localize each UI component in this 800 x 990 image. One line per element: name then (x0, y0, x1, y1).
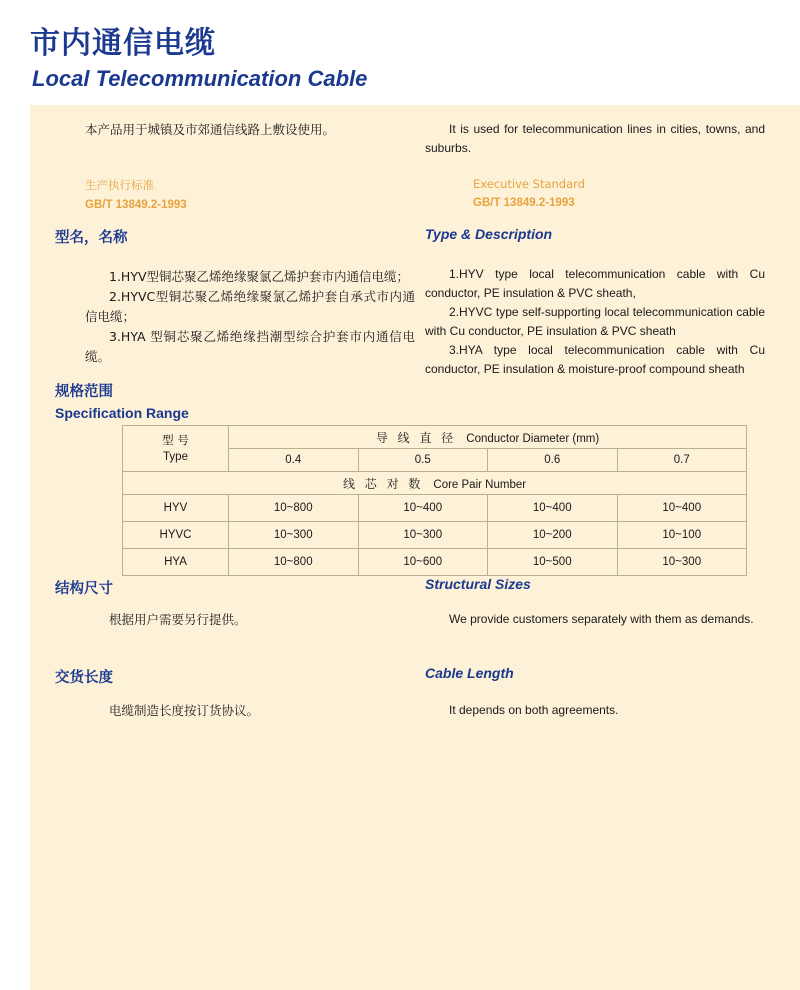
table-cell-r2c4: 10~100 (617, 522, 747, 549)
table-cell-r1c2: 10~400 (358, 495, 488, 522)
table-type-header-en: Type (163, 450, 188, 463)
table-cell-r1c1: 10~800 (229, 495, 359, 522)
table-cell-r3c2: 10~600 (358, 549, 488, 576)
table-type-header-cn: 型 号 (162, 432, 189, 447)
structural-section-heading-en: Structural Sizes (425, 576, 531, 592)
executive-standard-label-cn: 生产执行标准 (85, 178, 154, 192)
structural-section-heading-cn: 结构尺寸 (55, 581, 113, 597)
table-cell-r2c3: 10~200 (488, 522, 618, 549)
length-section-heading-en: Cable Length (425, 665, 514, 681)
structural-text-cn: 根据用户需要另行提供。 (109, 612, 247, 627)
table-cell-r2c2: 10~300 (358, 522, 488, 549)
table-cell-r1c4: 10~400 (617, 495, 747, 522)
length-section-heading-cn: 交货长度 (55, 670, 113, 686)
type-item-en-3: 3.HYA type local telecommunication cable with Cu conductor, PE insulation & moisture-proof compound sheath (425, 343, 765, 376)
table-diameter-header-en: Conductor Diameter (mm) (466, 432, 600, 445)
table-pair-header-cell (123, 472, 747, 495)
table-row (123, 549, 747, 576)
table-header-row-1 (123, 426, 747, 449)
table-diameter-value-2: 0.5 (358, 449, 488, 472)
intro-paragraph-en: It is used for telecommunication lines in cities, towns, and suburbs. (425, 122, 765, 155)
page-title-cn: 市内通信电缆 (30, 26, 216, 61)
left-margin-bar (0, 0, 30, 990)
specification-table (122, 425, 747, 576)
executive-standard-label-en: Executive Standard (473, 177, 585, 191)
table-cell-r3c4: 10~300 (617, 549, 747, 576)
table-row-type-2: HYVC (123, 522, 229, 549)
table-diameter-header-cn: 导 线 直 径 (375, 430, 457, 445)
table-row (123, 522, 747, 549)
table-diameter-value-1: 0.4 (229, 449, 359, 472)
type-item-cn-2: 2.HYVC型铜芯聚乙烯绝缘聚氯乙烯护套自承式市内通信电缆； (85, 289, 415, 324)
table-diameter-value-4: 0.7 (617, 449, 747, 472)
table-diameter-value-3: 0.6 (488, 449, 618, 472)
type-item-en-2: 2.HYVC type self-supporting local telecommunication cable with Cu conductor, PE insulation & PVC sheath (425, 305, 765, 338)
table-pair-header-en: Core Pair Number (433, 478, 527, 491)
type-item-cn-3: 3.HYA 型铜芯聚乙烯绝缘挡潮型综合护套市内通信电缆。 (85, 329, 415, 364)
table-cell-r3c1: 10~800 (229, 549, 359, 576)
spec-section-heading-cn: 规格范围 (55, 384, 113, 400)
table-header-row-3 (123, 472, 747, 495)
table-pair-header-cn: 线 芯 对 数 (342, 476, 424, 491)
table-diameter-header-cell (229, 426, 747, 449)
executive-standard-value-en: GB/T 13849.2-1993 (473, 197, 575, 209)
table-row-type-1: HYV (123, 495, 229, 522)
table-row-type-3: HYA (123, 549, 229, 576)
type-section-heading-en: Type & Description (425, 226, 553, 242)
type-section-heading-cn: 型名，名称 (55, 230, 128, 246)
intro-paragraph-cn: 本产品用于城镇及市郊通信线路上敷设使用。 (85, 122, 336, 137)
structural-text-en: We provide customers separately with them as demands. (449, 612, 754, 626)
length-text-en: It depends on both agreements. (449, 703, 619, 717)
length-text-cn: 电缆制造长度按订货协议。 (109, 703, 260, 718)
executive-standard-value-cn: GB/T 13849.2-1993 (85, 199, 187, 211)
spec-section-heading-en: Specification Range (55, 405, 189, 421)
page-title-en: Local Telecommunication Cable (32, 66, 368, 91)
table-cell-r1c3: 10~400 (488, 495, 618, 522)
table-cell-r3c3: 10~500 (488, 549, 618, 576)
table-type-header-cell (123, 426, 229, 472)
type-item-cn-1: 1.HYV型铜芯聚乙烯绝缘聚氯乙烯护套市内通信电缆； (109, 269, 410, 284)
type-item-en-1: 1.HYV type local telecommunication cable with Cu conductor, PE insulation & PVC sheath, (425, 267, 765, 300)
table-cell-r2c1: 10~300 (229, 522, 359, 549)
table-row (123, 495, 747, 522)
